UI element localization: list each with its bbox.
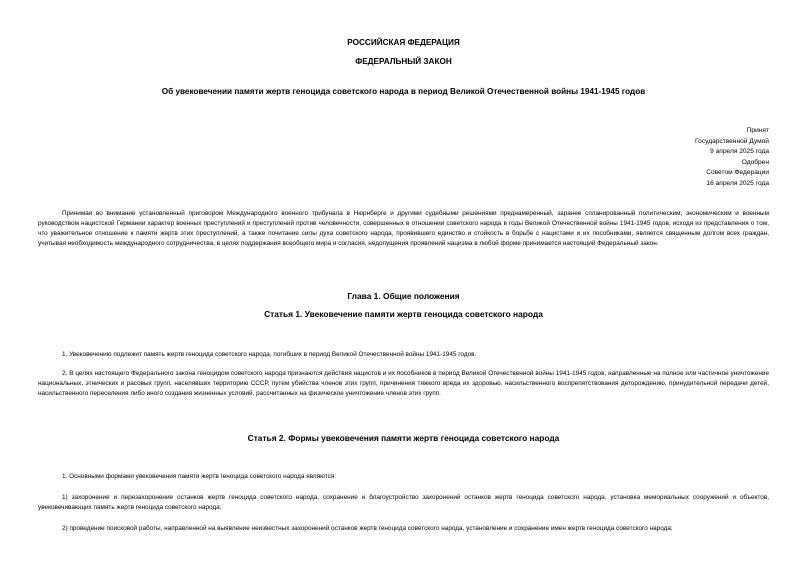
article-2-item-2: 2) проведение поисковой работы, направленной на выявление неизвестных захоронений останков жертв геноцида советского народа, установление и сохранение имен жертв геноцида советского народа; xyxy=(62,525,673,532)
article-1-paragraph-1: 1. Увековечению подлежит память жертв геноцида советского народа, погибших в период Великой Отечественной войны 1941-1945 годов. xyxy=(62,351,477,358)
article-1-paragraph-2: 2. В целях настоящего Федерального закона геноцидом советского народа признаются действия нацистов и их пособников в период Великой Отечественной войны 1941-1945 годов, направленные на полное или частичное уничтожение национальных, этнических и расовых групп, населявших территорию СССР, путем убийства членов этих групп, причинения тяжкого вреда их здоровью, насильственного воспрепятствования деторождению, принудительной передачи детей, насильственного переселения либо иного создания жизненных условий, рассчитанных на физическое уничтожение членов этих групп. xyxy=(38,370,769,398)
approval-line: 16 апреля 2025 года xyxy=(706,179,769,187)
approval-line: Одобрен xyxy=(741,158,769,166)
article-1-heading: Статья 1. Увековечение памяти жертв геноцида советского народа xyxy=(264,309,543,319)
article-2-paragraph-1: 1. Основными формами увековечения памяти жертв геноцида советского народа являются: xyxy=(62,473,337,480)
chapter-1-heading: Глава 1. Общие положения xyxy=(347,291,460,301)
approval-line: Государственной Думой xyxy=(695,137,769,145)
approval-line: Советом Федерации xyxy=(706,169,769,177)
document-type-heading: ФЕДЕРАЛЬНЫЙ ЗАКОН xyxy=(355,57,452,66)
country-heading: РОССИЙСКАЯ ФЕДЕРАЦИЯ xyxy=(347,38,460,47)
approval-line: 9 апреля 2025 года xyxy=(710,148,769,156)
law-title: Об увековечении памяти жертв геноцида советского народа в период Великой Отечественной войны 1941-1945 годов xyxy=(161,87,646,96)
article-2-heading: Статья 2. Формы увековечения памяти жертв геноцида советского народа xyxy=(247,433,560,443)
preamble-paragraph: Принимая во внимание установленный приговором Международного военного трибунала в Нюрнберге и другими судебными решениями преднамеренный, заранее спланированный политическим, экономическим и военным руководством нацистской Германии характер военных преступлений и преступлений против человечности, совершенных в отношении советского народа в годы Великой Отечественной войны 1941-1945 годов, исходя из представления о том, что уважительное отношение к памяти жертв этих преступлений, а также почитание силы духа советского народа, проявившего единство и стойкость в борьбе с нацистами и их пособниками, является священным долгом всех граждан, учитывая необходимость международного сотрудничества, в целях поддержания всеобщего мира и согласия, недопущения проявлений нацизма в любой форме принимается настоящий Федеральный закон. xyxy=(38,210,769,248)
approval-line: Принят xyxy=(746,127,769,134)
article-2-item-1: 1) захоронение и перезахоронение останков жертв геноцида советского народа, сохранение и благоустройство захоронений останков жертв геноцида советского народа, установка мемориальных сооружений и объектов, увековечивающих память жертв геноцида советского народа; xyxy=(38,494,769,512)
approval-block xyxy=(569,126,769,190)
